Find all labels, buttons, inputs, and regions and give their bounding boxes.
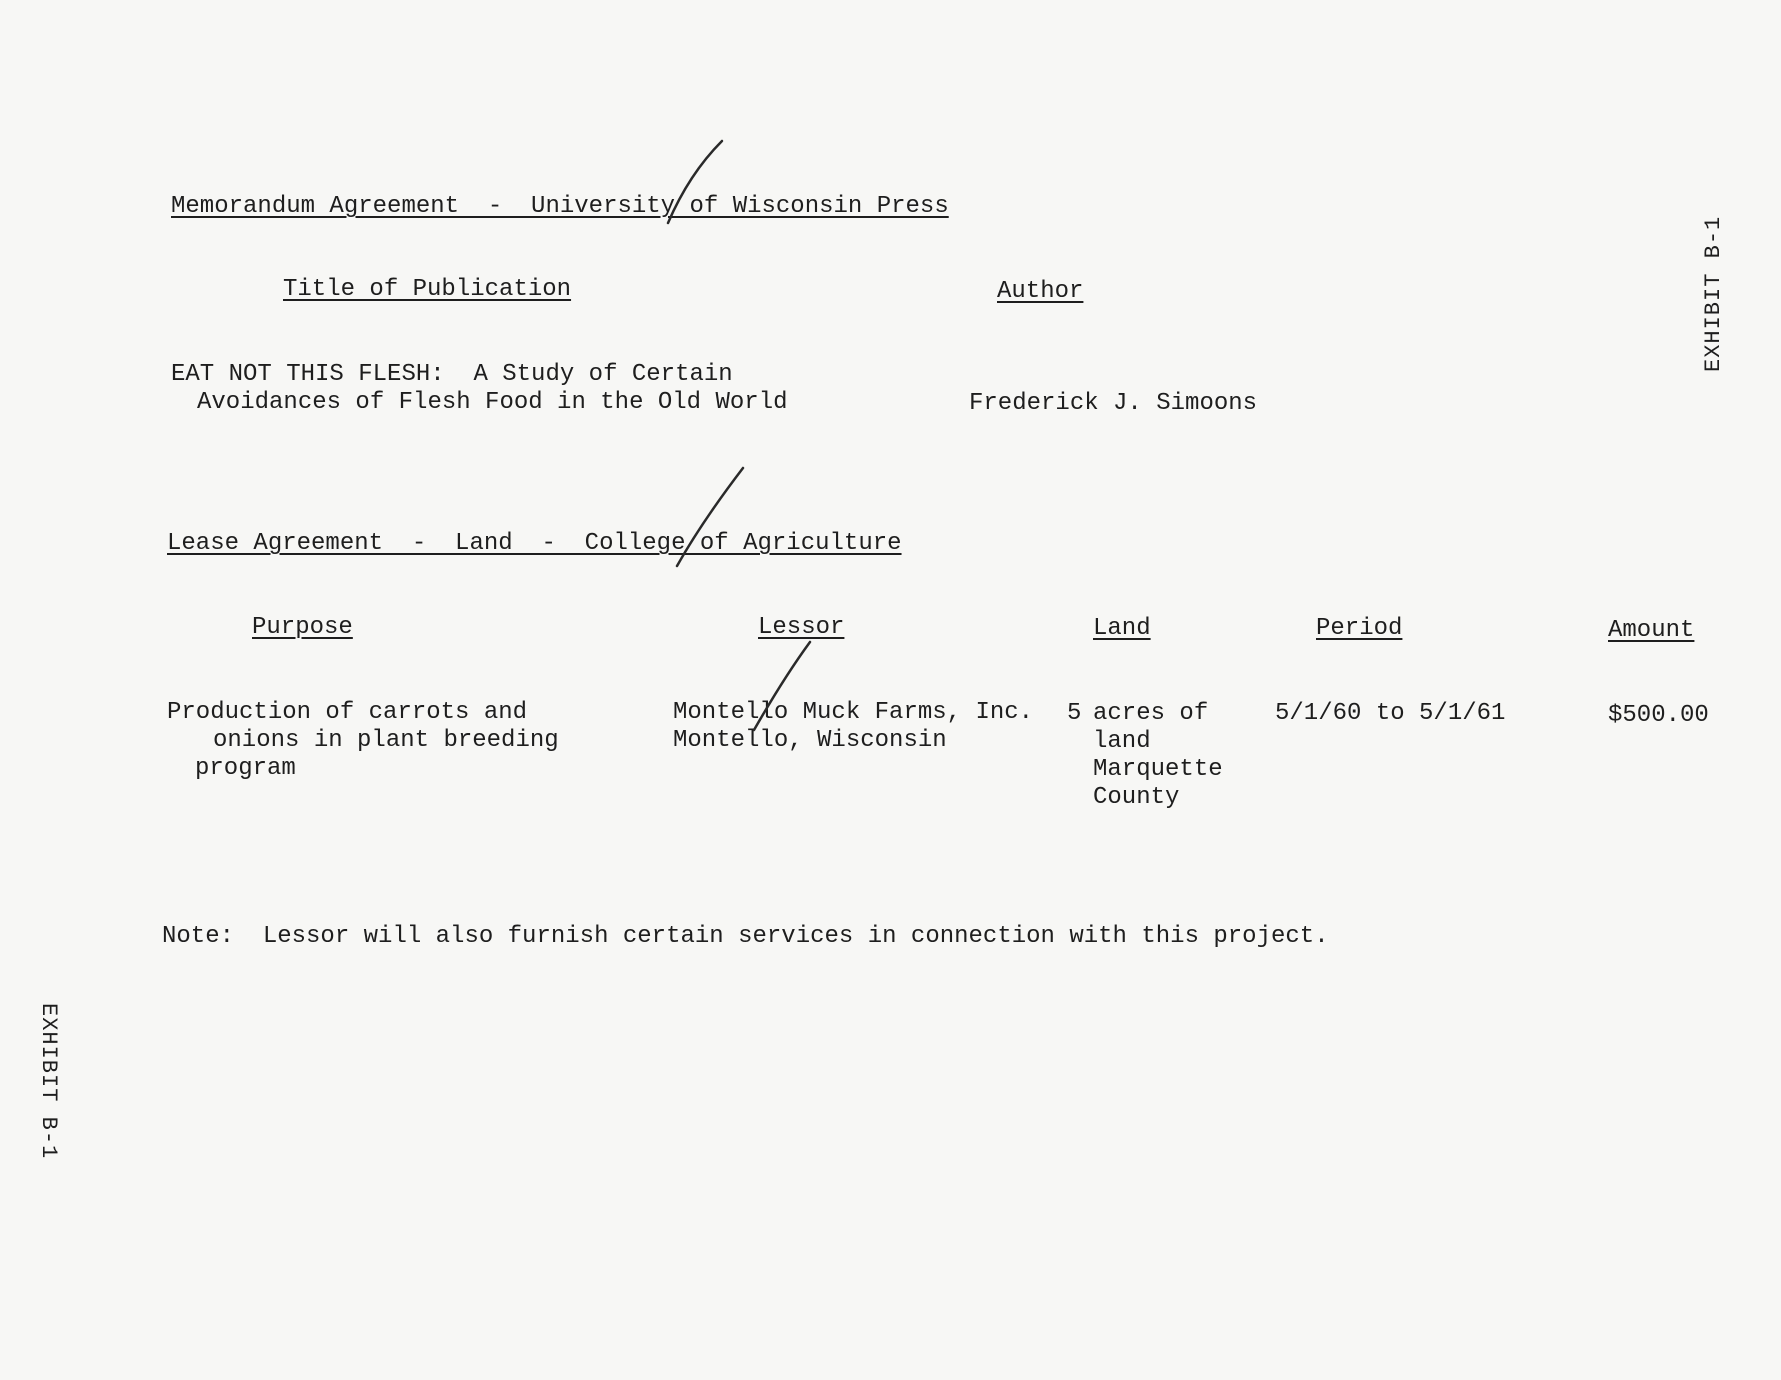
column-header-period: Period <box>1316 615 1403 642</box>
exhibit-label-right: EXHIBIT B-1 <box>1701 215 1726 372</box>
lessor-line-1: Montello Muck Farms, Inc. <box>673 699 1034 726</box>
lease-heading: Lease Agreement - Land - College of Agriculture <box>167 530 902 557</box>
exhibit-label-left: EXHIBIT B-1 <box>36 1003 61 1160</box>
land-line-3: Marquette <box>1093 756 1223 783</box>
lease-note: Note: Lessor will also furnish certain services in connection with this project. <box>162 923 1329 950</box>
publication-title-line-1: EAT NOT THIS FLESH: A Study of Certain <box>171 361 733 388</box>
author-header: Author <box>997 278 1084 305</box>
land-line-4: County <box>1093 784 1180 811</box>
column-header-purpose: Purpose <box>252 614 353 641</box>
column-header-amount: Amount <box>1608 617 1695 644</box>
purpose-line-1: Production of carrots and <box>167 699 528 726</box>
author-name: Frederick J. Simoons <box>969 390 1258 417</box>
lessor-line-2: Montello, Wisconsin <box>673 727 947 754</box>
column-header-lessor: Lessor <box>758 614 845 641</box>
column-header-land: Land <box>1093 615 1151 642</box>
land-number: 5 <box>1067 700 1082 727</box>
title-of-publication-header: Title of Publication <box>283 276 572 303</box>
purpose-line-2: onions in plant breeding <box>213 727 559 754</box>
land-line-2: land <box>1093 728 1151 755</box>
publication-title-line-2: Avoidances of Flesh Food in the Old World <box>197 389 788 416</box>
purpose-line-3: program <box>195 755 296 782</box>
memorandum-heading: Memorandum Agreement - University of Wisconsin Press <box>171 193 949 220</box>
lease-amount: $500.00 <box>1608 702 1709 729</box>
land-line-1: acres of <box>1093 700 1209 727</box>
lease-period: 5/1/60 to 5/1/61 <box>1275 700 1506 727</box>
